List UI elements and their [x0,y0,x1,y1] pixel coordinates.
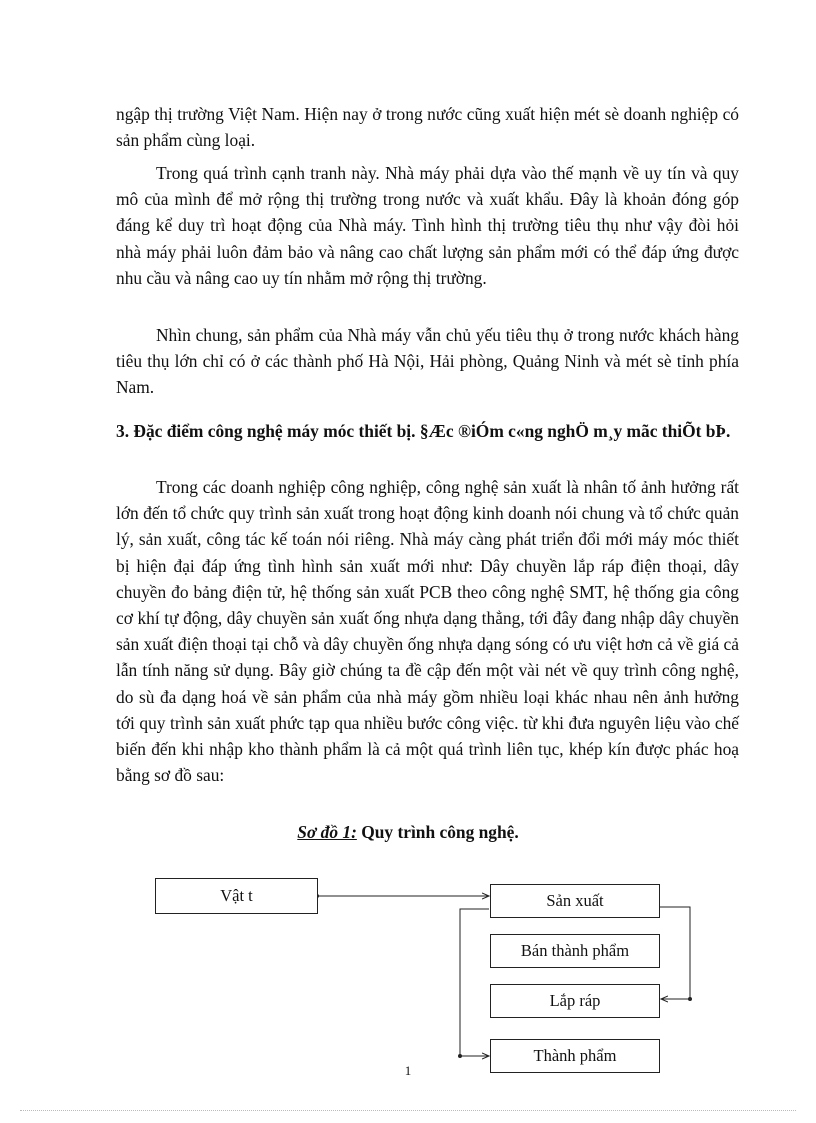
box-production [490,884,660,918]
box-semi-finished [490,934,660,968]
arrow-production-to-product [460,909,489,1056]
box-label: Vật t [220,886,253,905]
box-label: Lắp ráp [549,991,601,1010]
box-label: Thành phẩm [533,1046,617,1065]
section-heading: 3. Đặc điểm công nghệ máy móc thiết bị. §Æc ®iÓm c«ng nghÖ m¸y mãc thiÕt bÞ. [116,421,731,441]
junction-dot [458,1054,462,1058]
box-label: Bán thành phẩm [520,941,630,960]
junction-dot [688,997,692,1001]
paragraph-4: Trong các doanh nghiệp công nghiệp, công nghệ sản xuất là nhân tố ảnh hưởng rất lớn đến tổ chức quy trình sản xuất trong hoạt động kinh doanh nói chung và tổ chức quản lý, sản xuất, công tác kế toán nói riêng. Nhà máy càng phát triển đổi mới máy móc thiết bị hiện đại đáp ứng tình hình sản xuất mới như: Dây chuyền lắp ráp điện thoại, dây chuyền đo bảng điện tử, hệ thống sản xuất PCB theo công nghệ SMT, hệ thống gia công cơ khí tự động, dây chuyền sản xuất ống nhựa dạng thẳng, tới đây đang nhập dây chuyền sản xuất điện thoại tại chỗ và dây chuyền ống nhựa dạng sóng có ưu việt hơn cả về giá cả lẫn tính năng sử dụng. Bây giờ chúng ta đề cập đến một vài nét về quy trình công nghệ, do sù đa dạng hoá về sản phẩm của nhà máy gồm nhiều loại khác nhau nên ảnh hưởng tới quy trình sản xuất phức tạp qua nhiều bước công việc. từ khi đưa nguyên liệu vào chế biến đến khi nhập kho thành phẩm là cả một quá trình liên tục, khép kín được phác hoạ bằng sơ đồ sau: [116,477,739,786]
paragraph-2: Trong quá trình cạnh tranh này. Nhà máy phải dựa vào thế mạnh về uy tín và quy mô của mình để mở rộng thị trường trong nước và xuất khẩu. Đây là khoản đóng góp đáng kể duy trì hoạt động của Nhà máy. Tình hình thị trường tiêu thụ như vậy đòi hỏi nhà máy phải luôn đảm bảo và nâng cao chất lượng sản phẩm mới có thể đáp ứng được nhu cầu và nâng cao uy tín nhằm mở rộng thị trường. [116,163,739,288]
paragraph-1: ngập thị trường Việt Nam. Hiện nay ở trong nước cũng xuất hiện mét sè doanh nghiệp có sản phẩm cùng loại. [116,104,739,151]
box-input-materials [155,878,318,914]
box-label: Sản xuất [546,891,604,910]
arrow-production-to-assembly [660,907,690,999]
page-bottom-rule [20,1110,796,1111]
page-number: 1 [404,1063,412,1078]
caption-label: Sơ đồ 1: [297,822,357,842]
paragraph-3: Nhìn chung, sản phẩm của Nhà máy vẫn chủ yếu tiêu thụ ở trong nước khách hàng tiêu thụ lớn chỉ có ở các thành phố Hà Nội, Hải phòng, Quảng Ninh và mét sè tỉnh phía Nam. [116,325,739,398]
caption-text: Quy trình công nghệ. [356,822,519,842]
box-assembly [490,984,660,1018]
